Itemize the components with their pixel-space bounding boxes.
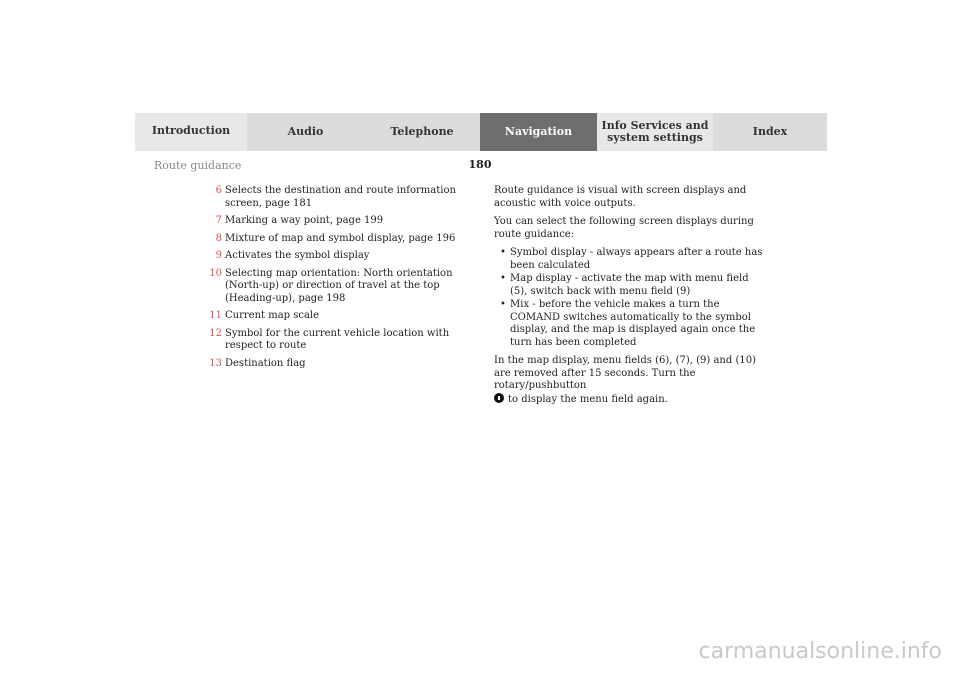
rotary-knob-icon — [494, 393, 504, 403]
list-item — [205, 250, 470, 263]
item-number: 10 — [209, 267, 222, 279]
item-text: Destination flag — [225, 357, 306, 369]
menu-fields-text-end: to display the menu field again. — [508, 393, 668, 405]
list-item — [205, 328, 470, 353]
page-number: 180 — [468, 158, 492, 171]
item-text: Selects the destination and route information screen, page 181 — [225, 185, 456, 209]
numbered-list — [205, 185, 470, 375]
tab-audio[interactable]: Audio — [247, 113, 364, 151]
bullet-item: • Map display - activate the map with menu field (5), switch back with menu field (9) — [494, 273, 764, 298]
tab-telephone[interactable]: Telephone — [364, 113, 480, 151]
intro-paragraph: Route guidance is visual with screen displays and acoustic with voice outputs. — [494, 185, 747, 209]
item-text: Mixture of map and symbol display, page 196 — [225, 232, 456, 244]
item-text: Marking a way point, page 199 — [225, 215, 384, 226]
item-text: Current map scale — [225, 310, 320, 321]
item-number: 6 — [215, 185, 222, 196]
bullet-item: • Mix - before the vehicle makes a turn the COMAND switches automatically to the symbol display, and the map is displayed again once the turn has been completed — [494, 299, 764, 349]
item-number: 8 — [215, 232, 222, 244]
menu-fields-text: In the map display, menu fields (6), (7), (9) and (10) are removed after 15 seconds. Turn the rotary/pushbutton — [494, 355, 756, 391]
item-text: Activates the symbol display — [225, 250, 370, 261]
menu-fields-paragraph — [494, 355, 764, 406]
tab-index[interactable]: Index — [713, 113, 827, 151]
list-item — [205, 310, 470, 323]
tab-info-services[interactable]: Info Services and system settings — [597, 113, 713, 151]
list-item — [205, 215, 470, 228]
item-number: 7 — [215, 215, 222, 226]
list-item — [205, 233, 470, 246]
bullet-item: • Symbol display - always appears after a route has been calculated — [494, 247, 764, 272]
item-number: 13 — [209, 357, 222, 369]
body-text — [494, 185, 764, 412]
item-number: 11 — [209, 310, 222, 321]
list-item — [205, 185, 470, 210]
item-text: Symbol for the current vehicle location with respect to route — [225, 327, 450, 351]
select-paragraph: You can select the following screen displays during route guidance: — [494, 216, 754, 240]
chapter-tabs — [135, 113, 827, 151]
tab-navigation[interactable]: Navigation — [480, 113, 597, 151]
display-options-list — [494, 247, 764, 349]
item-number: 9 — [215, 250, 222, 261]
item-number: 12 — [209, 327, 222, 339]
section-title: Route guidance — [154, 159, 242, 172]
list-item — [205, 268, 470, 306]
tab-introduction[interactable]: Introduction — [135, 113, 247, 151]
list-item — [205, 358, 470, 371]
item-text: Selecting map orientation: North orientation (North-up) or direction of travel at the top (Heading-up), page 198 — [225, 267, 453, 304]
watermark: carmanualsonline.info — [698, 639, 942, 664]
